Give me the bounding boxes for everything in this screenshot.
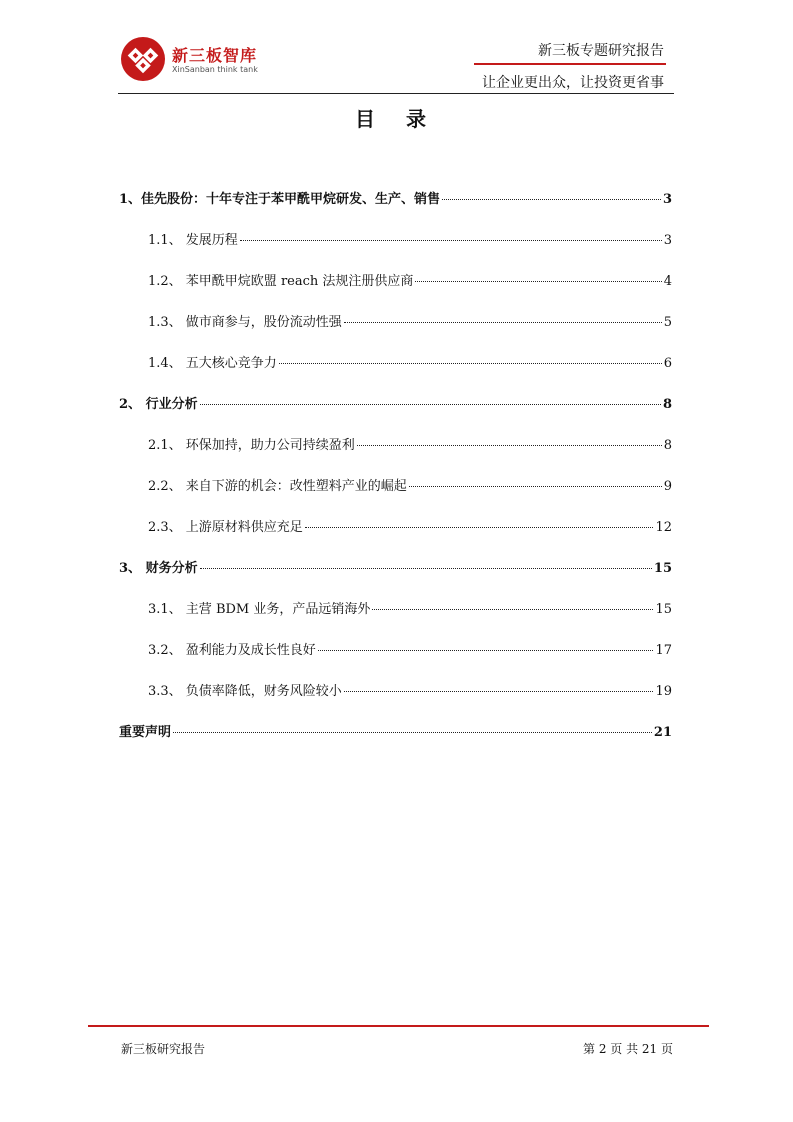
toc-entry-1-3[interactable]: [148, 311, 672, 330]
toc-entry-page: 21: [653, 725, 672, 740]
toc-entry-label: 1、佳先股份：十年专注于苯甲酰甲烷研发、生产、销售: [119, 192, 441, 207]
report-title: 新三板专题研究报告: [538, 43, 664, 59]
toc-entry-page: 17: [655, 643, 672, 658]
toc-leader: [279, 363, 662, 364]
toc-entry-2[interactable]: [119, 393, 672, 412]
toc-entry-page: 15: [653, 561, 672, 576]
toc-entry-page: 12: [655, 520, 672, 535]
toc-entry-page: 3: [662, 192, 672, 207]
toc-entry-label: 重要声明: [119, 725, 172, 740]
toc-entry-label: 1.1、 发展历程: [148, 233, 238, 248]
toc-leader: [305, 527, 654, 528]
toc-heading: 目 录: [355, 107, 438, 131]
toc-entry-3-3[interactable]: [148, 680, 672, 699]
toc-entry-page: 3: [663, 233, 672, 248]
toc-leader: [200, 404, 661, 405]
toc-entry-label: 2、 行业分析: [119, 397, 198, 412]
header-accent-line: [474, 63, 666, 65]
toc-entry-label: 2.2、 来自下游的机会：改性塑料产业的崛起: [148, 479, 407, 494]
footer-divider: [88, 1025, 709, 1027]
toc-entry-2-3[interactable]: [148, 516, 672, 535]
toc-entry-label: 3.1、 主营 BDM 业务，产品远销海外: [148, 602, 371, 617]
toc-entry-label: 3.2、 盈利能力及成长性良好: [148, 643, 316, 658]
toc-leader: [357, 445, 662, 446]
logo-title: 新三板智库: [172, 46, 258, 65]
toc-entry-label: 3.3、 负债率降低，财务风险较小: [148, 684, 342, 699]
toc-entry-2-1[interactable]: [148, 434, 672, 453]
toc-entry-label: 2.1、 环保加持，助力公司持续盈利: [148, 438, 355, 453]
toc-entry-3[interactable]: [119, 557, 672, 576]
logo-mark-icon: [120, 36, 166, 82]
footer-report-name: 新三板研究报告: [121, 1042, 206, 1056]
toc-entry-3-2[interactable]: [148, 639, 672, 658]
toc-entry-1-1[interactable]: [148, 229, 672, 248]
toc-entry-1[interactable]: [119, 188, 672, 207]
toc-leader: [200, 568, 652, 569]
toc-leader: [344, 322, 662, 323]
toc-entry-3-1[interactable]: [148, 598, 672, 617]
toc-entry-label: 2.3、 上游原材料供应充足: [148, 520, 303, 535]
toc-leader: [415, 281, 661, 282]
toc-leader: [372, 609, 653, 610]
logo: [120, 34, 290, 84]
toc-entry-page: 19: [655, 684, 672, 699]
toc-entry-label: 1.4、 五大核心竞争力: [148, 356, 277, 371]
toc-leader: [409, 486, 662, 487]
toc-entry-label: 1.2、 苯甲酰甲烷欧盟 reach 法规注册供应商: [148, 274, 414, 289]
toc-entry-disclaimer[interactable]: [119, 721, 672, 740]
toc-leader: [318, 650, 654, 651]
toc-entry-label: 1.3、 做市商参与，股份流动性强: [148, 315, 342, 330]
toc-leader: [442, 199, 661, 200]
logo-subtitle: XinSanban think tank: [172, 65, 258, 74]
toc-entry-2-2[interactable]: [148, 475, 672, 494]
header-divider: [118, 93, 674, 94]
footer-page-number: 第 2 页 共 21 页: [583, 1042, 673, 1056]
toc-entry-page: 8: [663, 438, 672, 453]
toc-entry-page: 8: [662, 397, 672, 412]
toc-leader: [240, 240, 662, 241]
toc-entry-page: 15: [655, 602, 672, 617]
toc-entry-page: 5: [663, 315, 672, 330]
toc-entry-page: 6: [663, 356, 672, 371]
toc-entry-page: 9: [663, 479, 672, 494]
toc-entry-label: 3、 财务分析: [119, 561, 198, 576]
toc-leader: [173, 732, 652, 733]
toc-entry-1-2[interactable]: [148, 270, 672, 289]
toc-leader: [344, 691, 654, 692]
header-slogan: 让企业更出众，让投资更省事: [482, 75, 664, 91]
toc-entry-page: 4: [663, 274, 672, 289]
toc-entry-1-4[interactable]: [148, 352, 672, 371]
